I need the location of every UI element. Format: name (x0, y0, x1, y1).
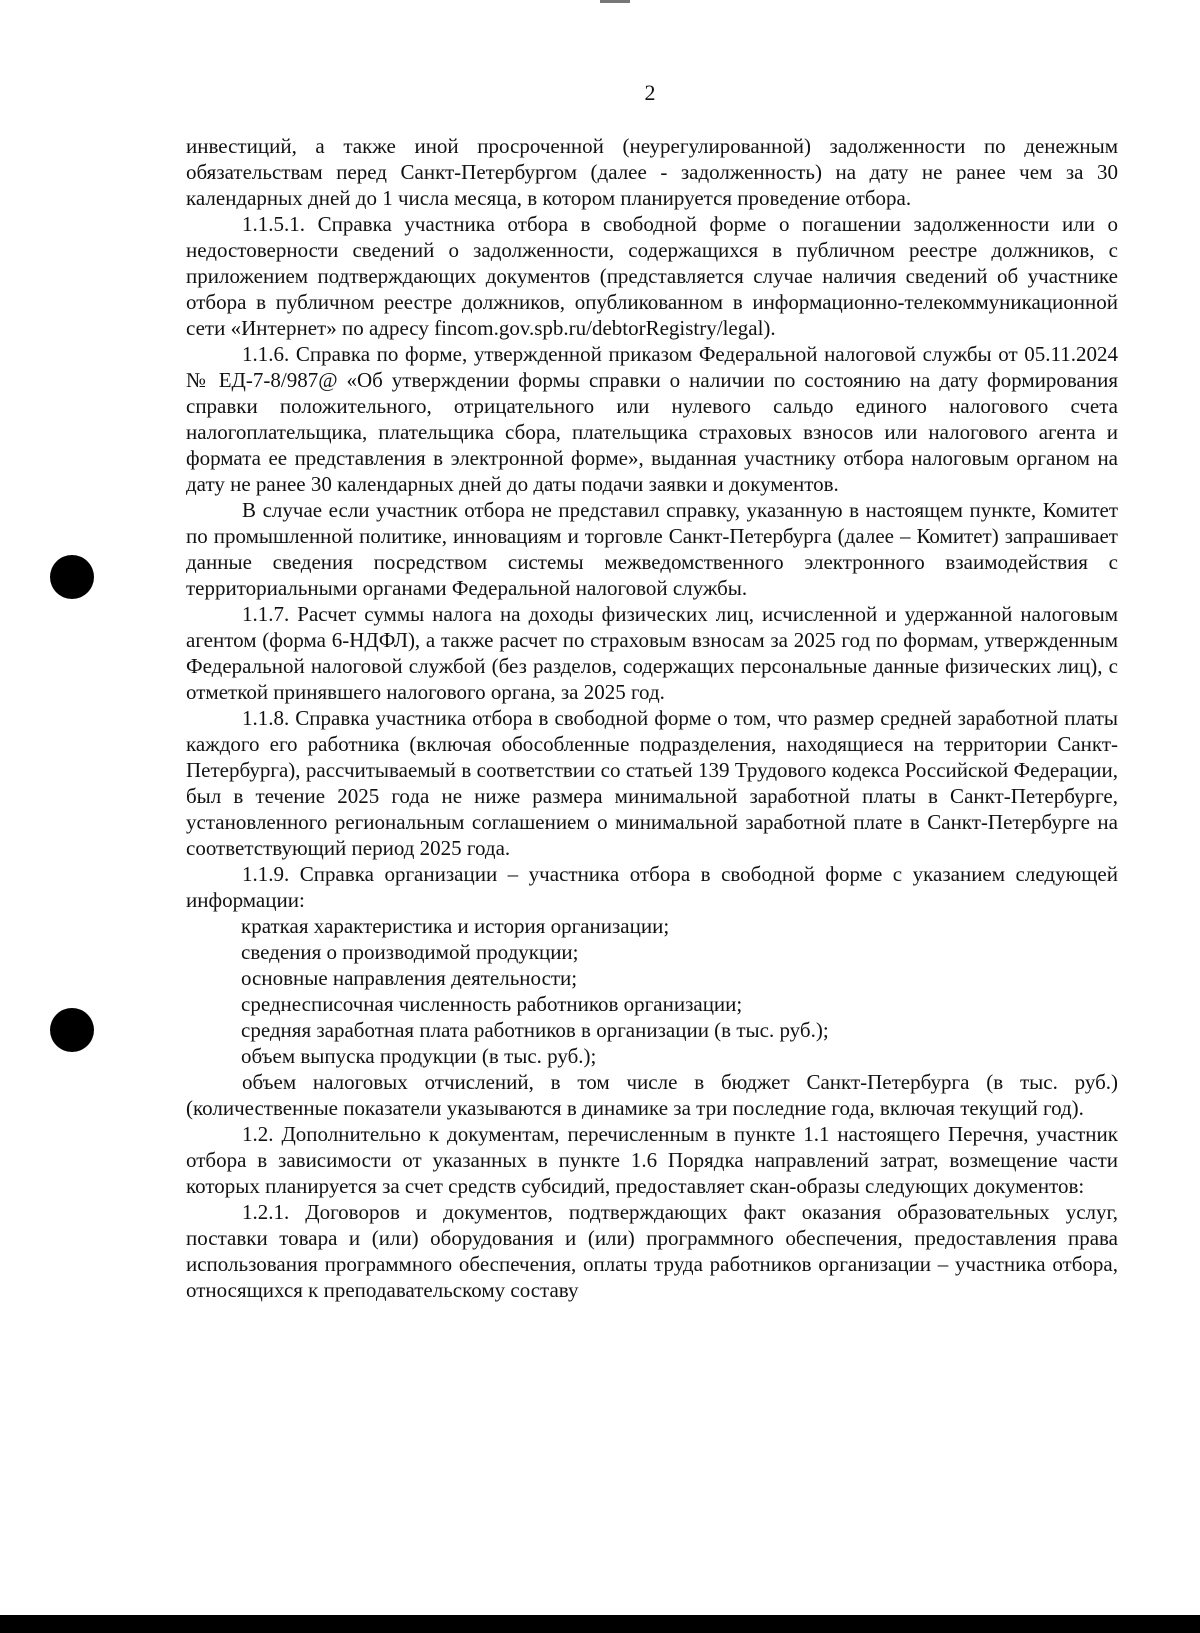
list-item: основные направления деятельности; (241, 966, 578, 990)
list-item: краткая характеристика и история организации; (241, 914, 670, 938)
list-item: объем выпуска продукции (в тыс. руб.); (241, 1044, 597, 1068)
list-item: сведения о производимой продукции; (241, 940, 579, 964)
paragraph-1-1-7: 1.1.7. Расчет суммы налога на доходы физических лиц, исчисленной и удержанной налоговым агентом (форма 6-НДФЛ), а также расчет по страховым взносам за 2025 год по формам, утвержденным Федеральной налоговой службой (без разделов, содержащих персональные данные физических лиц), с отметкой принявшего налогового органа, за 2025 год. (186, 602, 1118, 704)
paragraph-1-1-5-1: 1.1.5.1. Справка участника отбора в свободной форме о погашении задолженности или о недостоверности сведений о задолженности, содержащихся в публичном реестре должников, с приложением подтверждающих документов (представляется случае наличия сведений об участнике отбора в публичном реестре должников, опубликованном в информационно-телекоммуникационной сети «Интернет» по адресу fincom.gov.spb.ru/debtorRegistry/legal). (186, 212, 1118, 340)
scan-border (0, 1615, 1200, 1633)
paragraph-1-1-9: 1.1.9. Справка организации – участника отбора в свободной форме с указанием следующей информации: (186, 862, 1118, 912)
paragraph-committee-request: В случае если участник отбора не представил справку, указанную в настоящем пункте, Комитет по промышленной политике, инновациям и торговле Санкт-Петербурга (далее – Комитет) запрашивает данные сведения посредством системы межведомственного электронного взаимодействия с территориальными органами Федеральной налоговой службы. (186, 498, 1118, 600)
punch-hole (50, 1008, 94, 1052)
paragraph-1-1-6: 1.1.6. Справка по форме, утвержденной приказом Федеральной налоговой службы от 05.11.2024 № ЕД-7-8/987@ «Об утверждении формы справки о наличии по состоянию на дату формирования справки положительного, отрицательного или нулевого сальдо единого налогового счета налогоплательщика, плательщика сбора, плательщика страховых взносов или налогового агента и формата ее представления в электронной форме», выданная участнику отбора налоговым органом на дату не ранее 30 календарных дней до даты подачи заявки и документов. (186, 342, 1118, 496)
page-number: 2 (644, 80, 656, 105)
list-item: средняя заработная плата работников в организации (в тыс. руб.); (241, 1018, 829, 1042)
document-body (186, 133, 1118, 1303)
paragraph-continuation: инвестиций, а также иной просроченной (неурегулированной) задолженности по денежным обязательствам перед Санкт-Петербургом (далее - задолженность) на дату не ранее чем за 30 календарных дней до 1 числа месяца, в котором планируется проведение отбора. (186, 134, 1118, 210)
paragraph-1-1-8: 1.1.8. Справка участника отбора в свободной форме о том, что размер средней заработной платы каждого его работника (включая обособленные подразделения, находящиеся на территории Санкт-Петербурга), рассчитываемый в соответствии со статьей 139 Трудового кодекса Российской Федерации, был в течение 2025 года не ниже размера минимальной заработной платы в Санкт-Петербурге, установленного региональным соглашением о минимальной заработной плате в Санкт-Петербурге на соответствующий период 2025 года. (186, 706, 1118, 860)
list-item: среднесписочная численность работников организации; (241, 992, 743, 1016)
paragraph-1-2: 1.2. Дополнительно к документам, перечисленным в пункте 1.1 настоящего Перечня, участник отбора в зависимости от указанных в пункте 1.6 Порядка направлений затрат, возмещение части которых планируется за счет средств субсидий, предоставляет скан-образы следующих документов: (186, 1122, 1118, 1198)
scan-artifact (600, 0, 630, 3)
paragraph-1-2-1: 1.2.1. Договоров и документов, подтверждающих факт оказания образовательных услуг, поставки товара и (или) оборудования и (или) программного обеспечения, предоставления права использования программного обеспечения, оплаты труда работников организации – участника отбора, относящихся к преподавательскому составу (186, 1200, 1118, 1302)
paragraph-tax-payments: объем налоговых отчислений, в том числе в бюджет Санкт-Петербурга (в тыс. руб.) (количественные показатели указываются в динамике за три последние года, включая текущий год). (186, 1070, 1118, 1120)
punch-hole (50, 555, 94, 599)
